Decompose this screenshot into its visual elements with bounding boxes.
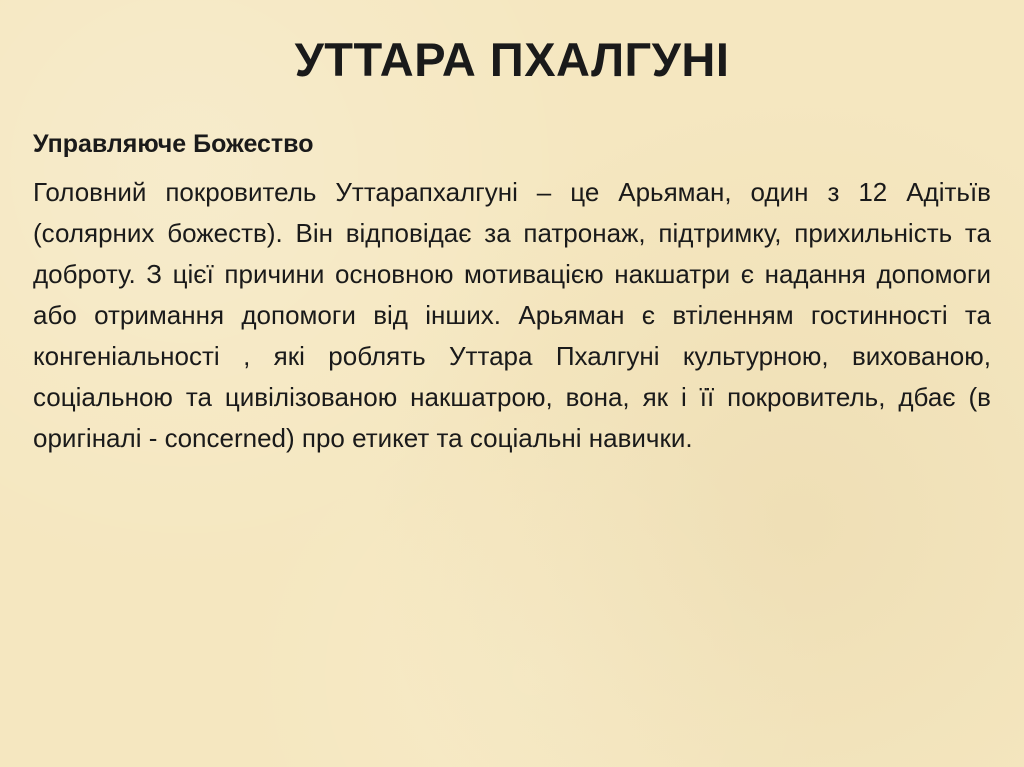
slide-content bbox=[33, 124, 991, 459]
section-subheading: Управляюче Божество bbox=[33, 130, 314, 158]
slide-title: УТТАРА ПХАЛГУНІ bbox=[294, 33, 730, 86]
body-paragraph: Головний покровитель Уттарапхалгуні – це Арьяман, один з 12 Адітьїв (солярних божеств). Він відповідає за патронаж, підтримку, прихильність та доброту. З цієї причини основною мотивацією накшатри є надання допомоги або отримання допомоги від інших. Арьяман є втіленням гостинності та конгеніальності , які роблять Уттара Пхалгуні культурною, вихованою, соціальною та цивілізованою накшатрою, вона, як і її покровитель, дбає (в оригіналі - concerned) про етикет та соціальні навички. bbox=[33, 177, 991, 453]
